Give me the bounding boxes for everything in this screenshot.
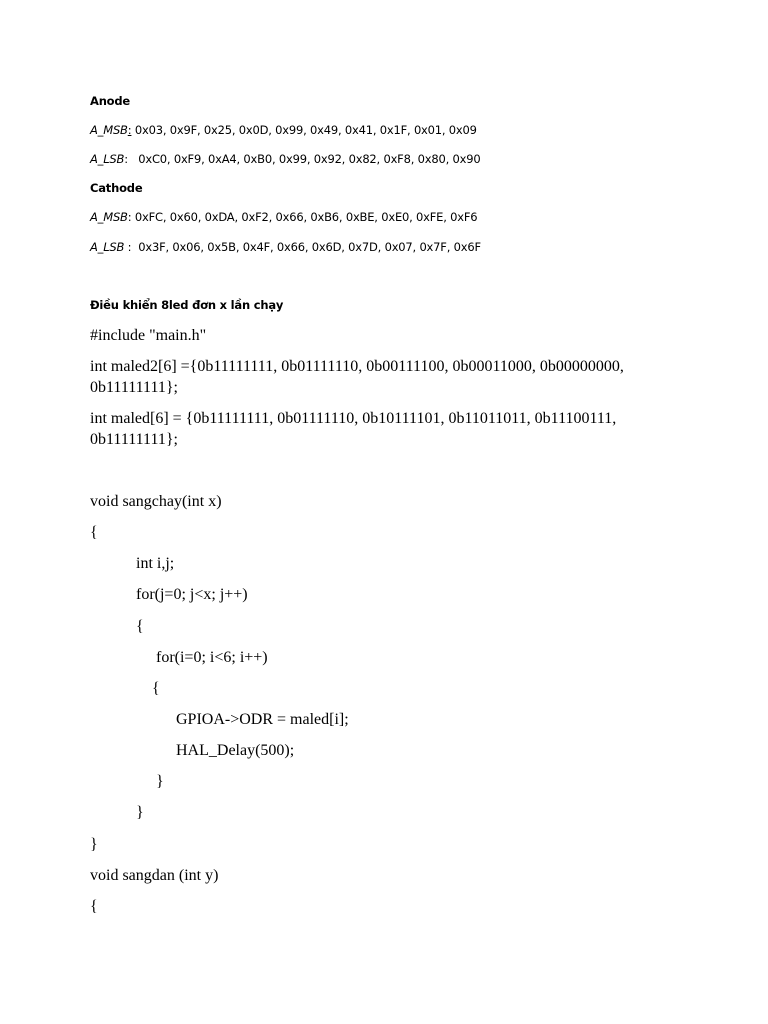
cathode-msb-values: : 0xFC, 0x60, 0xDA, 0xF2, 0x66, 0xB6, 0xBE, 0xE0, 0xFE, 0xF6 bbox=[127, 210, 478, 224]
anode-msb-line bbox=[90, 123, 477, 137]
code-decl: int i,j; bbox=[136, 555, 175, 572]
code-brace-close-2: } bbox=[136, 804, 144, 821]
anode-msb-values: 0x03, 0x9F, 0x25, 0x0D, 0x99, 0x49, 0x41, 0x1F, 0x01, 0x09 bbox=[131, 123, 477, 137]
anode-lsb-line bbox=[90, 152, 480, 166]
anode-msb-sep: : bbox=[127, 123, 132, 137]
section-title: Điều khiển 8led đơn x lần chạy bbox=[90, 298, 284, 312]
anode-lsb-label: A_LSB bbox=[90, 152, 125, 166]
code-for-j: for(j=0; j<x; j++) bbox=[136, 586, 248, 603]
code-include: #include "main.h" bbox=[90, 327, 207, 344]
cathode-lsb-line bbox=[90, 240, 481, 254]
code-brace-close-3: } bbox=[156, 773, 164, 790]
code-brace-close: } bbox=[90, 836, 98, 853]
cathode-msb-label: A_MSB bbox=[90, 210, 128, 224]
cathode-lsb-values: : 0x3F, 0x06, 0x5B, 0x4F, 0x66, 0x6D, 0x7D, 0x07, 0x7F, 0x6F bbox=[124, 240, 481, 254]
code-brace-open-4: { bbox=[90, 898, 98, 915]
anode-lsb-values: : 0xC0, 0xF9, 0xA4, 0xB0, 0x99, 0x92, 0x82, 0xF8, 0x80, 0x90 bbox=[124, 152, 481, 166]
code-brace-open-2: { bbox=[136, 618, 144, 635]
code-brace-open-3: { bbox=[152, 680, 160, 697]
cathode-msb-line bbox=[90, 210, 477, 224]
anode-heading: Anode bbox=[90, 94, 131, 108]
anode-msb-label: A_MSB bbox=[90, 123, 128, 137]
code-func-sangchay: void sangchay(int x) bbox=[90, 493, 222, 510]
code-maled-array: int maled[6] = {0b11111111, 0b01111110, 0b10111101, 0b11011011, 0b11100111, 0b11111111}; bbox=[90, 410, 617, 448]
code-maled2-array: int maled2[6] ={0b11111111, 0b01111110, 0b00111100, 0b00011000, 0b00000000, 0b11111111}; bbox=[90, 358, 624, 396]
code-for-i: for(i=0; i<6; i++) bbox=[156, 649, 268, 666]
code-func-sangdan: void sangdan (int y) bbox=[90, 867, 219, 884]
cathode-heading: Cathode bbox=[90, 181, 143, 195]
code-assign: GPIOA->ODR = maled[i]; bbox=[176, 711, 349, 728]
code-delay: HAL_Delay(500); bbox=[176, 742, 295, 759]
code-brace-open: { bbox=[90, 524, 98, 541]
cathode-lsb-label: A_LSB bbox=[90, 240, 125, 254]
